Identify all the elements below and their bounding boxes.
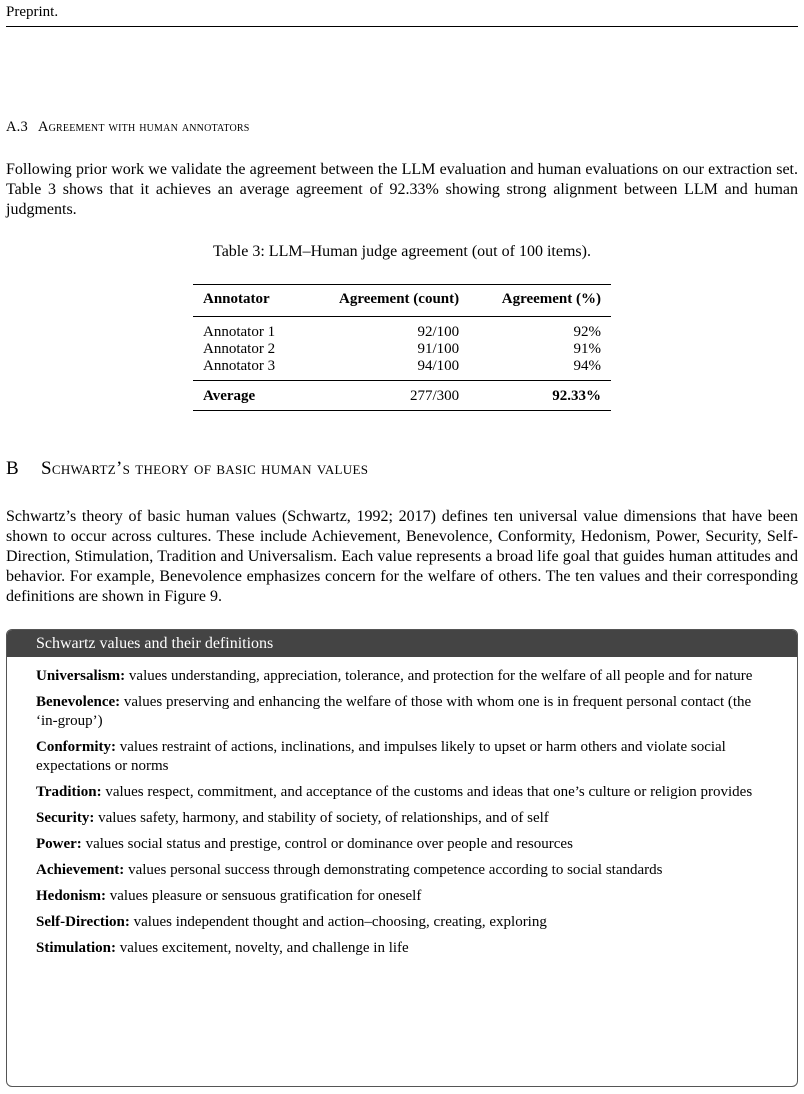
cell-count: 91/100 bbox=[417, 341, 460, 357]
header-count: Agreement (count) bbox=[339, 291, 460, 307]
cell-percent: 91% bbox=[573, 341, 601, 357]
cell-annotator: Annotator 2 bbox=[203, 341, 276, 357]
definition-item bbox=[36, 738, 769, 776]
table-row bbox=[193, 317, 611, 342]
definition-item bbox=[36, 809, 769, 828]
definition-item bbox=[36, 887, 769, 906]
cell-percent: 94% bbox=[573, 358, 601, 374]
definition-text: values understanding, appreciation, tolerance, and protection for the welfare of all people and for nature bbox=[125, 668, 753, 684]
agreement-table bbox=[193, 284, 611, 411]
subsection-number: A.3 bbox=[6, 119, 28, 135]
definition-item bbox=[36, 861, 769, 880]
table-row bbox=[193, 341, 611, 358]
definition-text: values pleasure or sensuous gratification for oneself bbox=[106, 888, 422, 904]
definition-term: Stimulation: bbox=[36, 940, 117, 956]
definition-text: values personal success through demonstrating competence according to social standards bbox=[124, 862, 663, 878]
definition-item bbox=[36, 667, 769, 686]
agreement-paragraph: Following prior work we validate the agreement between the LLM evaluation and human evaluations on our extraction set. Table 3 shows that it achieves an average agreement of 92.33% showing strong alignment between LLM and human judgments. bbox=[6, 161, 798, 218]
section-number: B bbox=[6, 458, 19, 479]
table-caption: Table 3: LLM–Human judge agreement (out of 100 items). bbox=[213, 243, 591, 260]
section-heading bbox=[6, 458, 368, 480]
cell-percent: 92% bbox=[573, 324, 601, 340]
definition-term: Conformity: bbox=[36, 739, 116, 755]
cell-annotator: Annotator 1 bbox=[203, 324, 276, 340]
definition-text: values restraint of actions, inclinations, and impulses likely to upset or harm others and violate social expectations or norms bbox=[36, 739, 726, 774]
definition-text: values preserving and enhancing the welfare of those with whom one is in frequent personal contact (the ‘in-group’) bbox=[36, 694, 752, 729]
subsection-title: Agreement with human annotators bbox=[37, 119, 250, 135]
definition-term: Tradition: bbox=[36, 784, 102, 800]
definition-text: values respect, commitment, and acceptance of the customs and ideas that one’s culture or religion provides bbox=[101, 784, 753, 800]
definition-term: Hedonism: bbox=[36, 888, 107, 904]
definition-term: Power: bbox=[36, 836, 82, 852]
schwartz-paragraph: Schwartz’s theory of basic human values (Schwartz, 1992; 2017) defines ten universal value dimensions that have been shown to occur across cultures. These include Achievement, Benevolence, Conformity, Hedonism, Power, Security, Self-Direction, Stimulation, Tradition and Universalism. Each value represents a broad life goal that guides human attitudes and behavior. For example, Benevolence emphasizes concern for the welfare of others. The ten values and their corresponding definitions are shown in Figure 9. bbox=[6, 508, 798, 605]
cell-count: 92/100 bbox=[417, 324, 460, 340]
cell-average-label: Average bbox=[203, 388, 256, 404]
definition-list bbox=[7, 657, 797, 958]
definition-item bbox=[36, 939, 769, 958]
definition-text: values social status and prestige, control or dominance over people and resources bbox=[81, 836, 573, 852]
table-header-row bbox=[193, 285, 611, 317]
table-average-row bbox=[193, 381, 611, 411]
values-definition-box bbox=[6, 629, 798, 1087]
definition-term: Universalism: bbox=[36, 668, 126, 684]
cell-count: 94/100 bbox=[417, 358, 460, 374]
definition-item bbox=[36, 693, 769, 731]
definition-term: Achievement: bbox=[36, 862, 125, 878]
header-percent: Agreement (%) bbox=[501, 291, 601, 307]
subsection-heading bbox=[6, 119, 250, 136]
definition-item bbox=[36, 835, 769, 854]
cell-annotator: Annotator 3 bbox=[203, 358, 276, 374]
page-header: Preprint. bbox=[6, 4, 59, 20]
definition-item bbox=[36, 783, 769, 802]
definition-term: Benevolence: bbox=[36, 694, 121, 710]
header-annotator: Annotator bbox=[203, 291, 270, 307]
definition-item bbox=[36, 913, 769, 932]
header-rule bbox=[6, 26, 798, 27]
cell-average-percent: 92.33% bbox=[552, 388, 601, 404]
cell-average-count: 277/300 bbox=[409, 388, 460, 404]
section-title: Schwartz’s theory of basic human values bbox=[40, 458, 369, 479]
definition-term: Security: bbox=[36, 810, 95, 826]
definition-text: values safety, harmony, and stability of society, of relationships, and of self bbox=[94, 810, 549, 826]
definition-text: values independent thought and action–choosing, creating, exploring bbox=[129, 914, 547, 930]
definition-term: Self-Direction: bbox=[36, 914, 130, 930]
box-title: Schwartz values and their definitions bbox=[7, 630, 797, 657]
definition-text: values excitement, novelty, and challenge in life bbox=[116, 940, 409, 956]
table-row bbox=[193, 358, 611, 381]
